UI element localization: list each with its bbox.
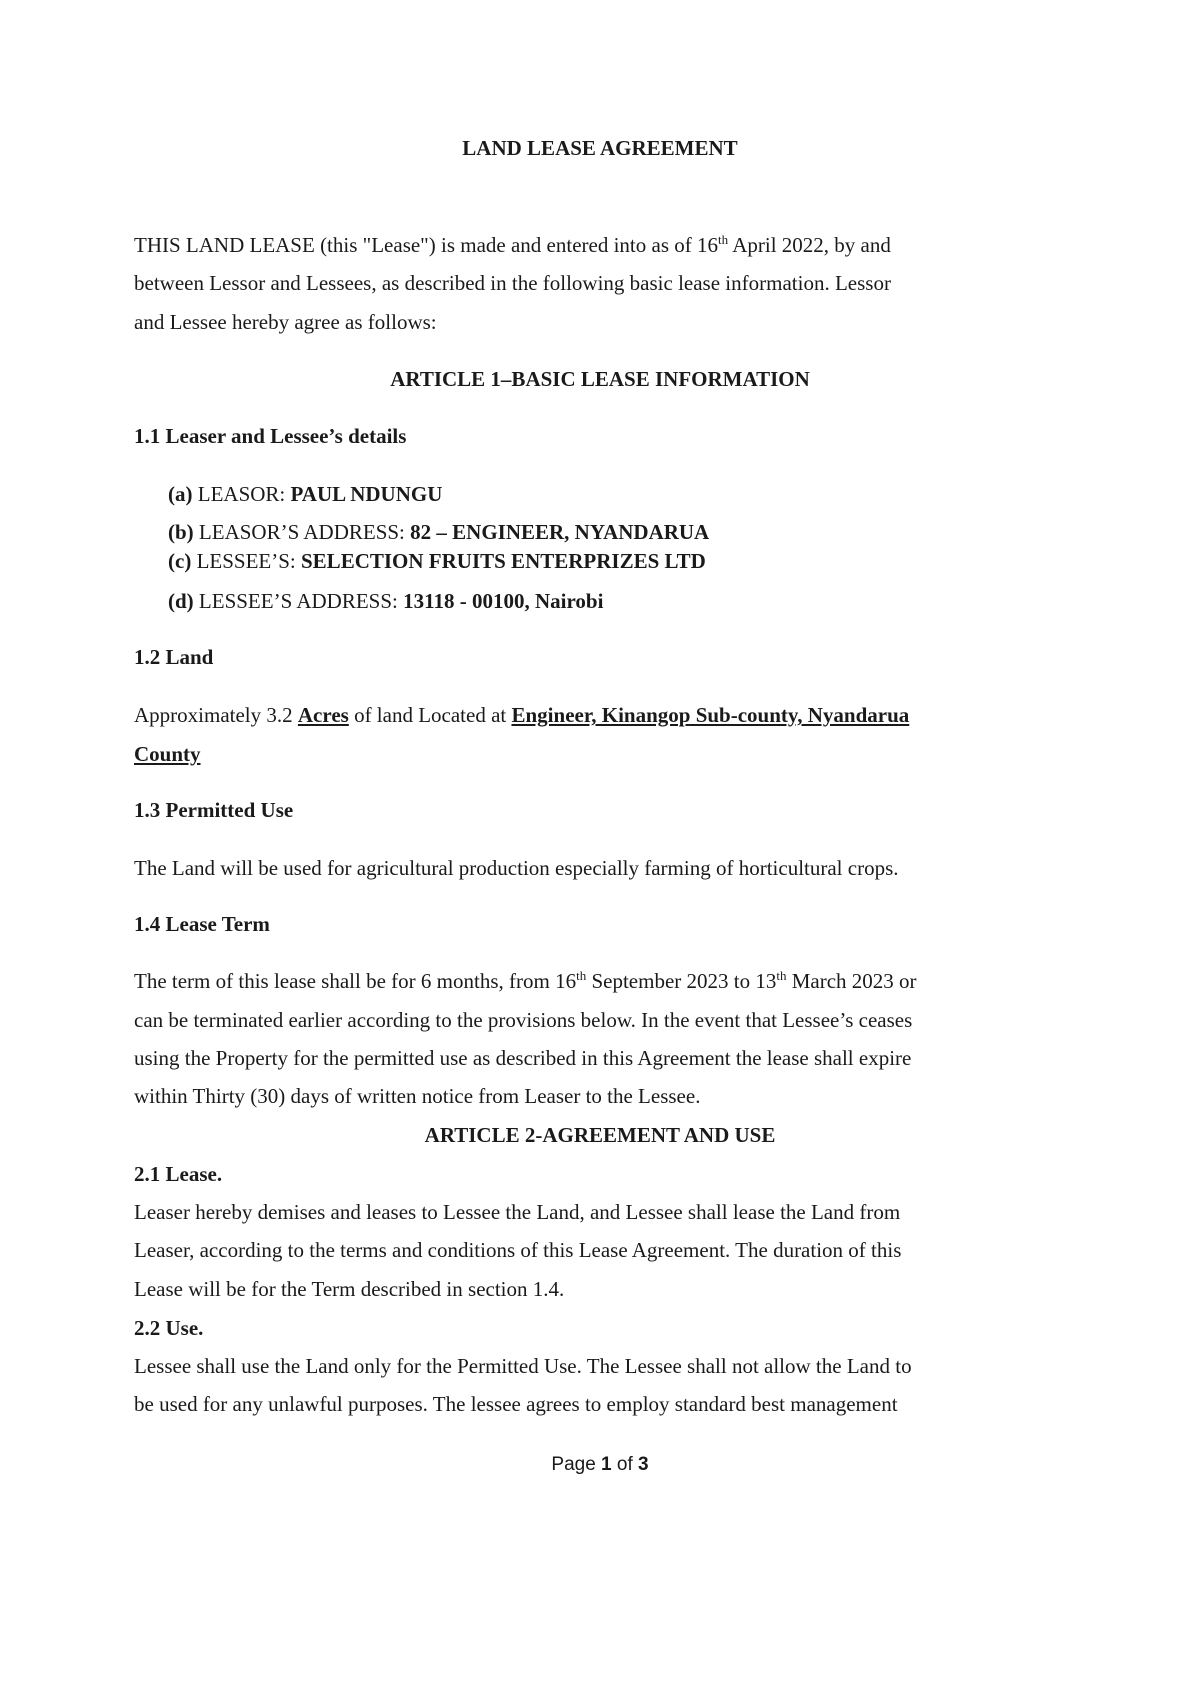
use-clause-line-2: be used for any unlawful purposes. The lessee agrees to employ standard best management [134, 1392, 898, 1416]
party-item: (d) LESSEE’S ADDRESS: 13118 - 00100, Nairobi [168, 589, 604, 613]
intro-line-3: and Lessee hereby agree as follows: [134, 310, 437, 334]
party-item: (a) LEASOR: PAUL NDUNGU [168, 482, 443, 506]
lease-term-line-1: The term of this lease shall be for 6 months, from 16th September 2023 to 13th March 2023 or [134, 968, 917, 993]
lease-term-line-4: within Thirty (30) days of written notice from Leaser to the Lessee. [134, 1084, 701, 1108]
lease-clause-line-3: Lease will be for the Term described in section 1.4. [134, 1277, 565, 1301]
land-line-2: County [134, 742, 201, 766]
section-2-2-heading: 2.2 Use. [134, 1316, 204, 1340]
lease-clause-line-2: Leaser, according to the terms and conditions of this Lease Agreement. The duration of this [134, 1238, 902, 1262]
lease-term-line-2: can be terminated earlier according to the provisions below. In the event that Lessee’s ceases [134, 1008, 913, 1032]
document-title: LAND LEASE AGREEMENT [462, 136, 738, 160]
lease-clause-line-1: Leaser hereby demises and leases to Lessee the Land, and Lessee shall lease the Land from [134, 1200, 901, 1224]
land-line-1: Approximately 3.2 Acres of land Located at Engineer, Kinangop Sub-county, Nyandarua [134, 703, 910, 727]
section-1-4-heading: 1.4 Lease Term [134, 912, 270, 936]
article-1-heading: ARTICLE 1–BASIC LEASE INFORMATION [390, 367, 810, 391]
party-item: (b) LEASOR’S ADDRESS: 82 – ENGINEER, NYANDARUA [168, 520, 710, 544]
intro-line-1: THIS LAND LEASE (this "Lease") is made and entered into as of 16th April 2022, by and [134, 232, 891, 257]
permitted-use-text: The Land will be used for agricultural production especially farming of horticultural crops. [134, 856, 899, 880]
section-1-2-heading: 1.2 Land [134, 645, 214, 669]
section-1-1-heading: 1.1 Leaser and Lessee’s details [134, 424, 407, 448]
use-clause-line-1: Lessee shall use the Land only for the Permitted Use. The Lessee shall not allow the Land to [134, 1354, 912, 1378]
intro-line-2: between Lessor and Lessees, as described in the following basic lease information. Lessor [134, 271, 891, 295]
party-item: (c) LESSEE’S: SELECTION FRUITS ENTERPRIZES LTD [168, 549, 706, 573]
lease-term-line-3: using the Property for the permitted use as described in this Agreement the lease shall expire [134, 1046, 912, 1070]
page-number: Page 1 of 3 [551, 1454, 649, 1475]
section-2-1-heading: 2.1 Lease. [134, 1162, 223, 1186]
section-1-3-heading: 1.3 Permitted Use [134, 798, 294, 822]
article-2-heading: ARTICLE 2-AGREEMENT AND USE [424, 1123, 776, 1147]
